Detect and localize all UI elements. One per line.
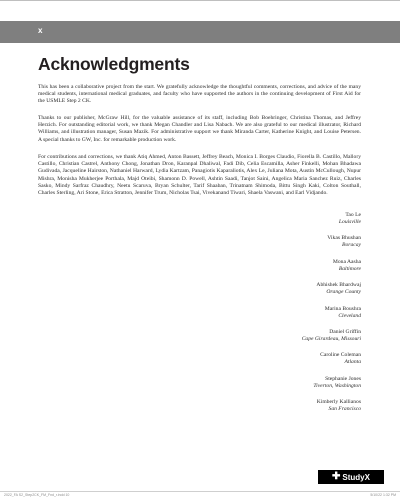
- signature-location: Louisville: [338, 219, 361, 226]
- bottom-rule: [0, 491, 400, 492]
- header-band: [0, 21, 400, 43]
- signature-item: [201, 212, 361, 226]
- signature-item: [201, 329, 361, 343]
- signature-name: Kimberly Kallianos: [316, 399, 361, 405]
- signature-item: [201, 306, 361, 320]
- signature-item: [201, 282, 361, 296]
- page-title: Acknowledgments: [38, 54, 190, 74]
- signature-location: Cleveland: [338, 312, 361, 319]
- signature-name: Daniel Griffin: [329, 328, 361, 335]
- signature-item: [201, 352, 361, 366]
- signature-name: Marina Boushra: [324, 305, 361, 312]
- signature-location: Orange County: [326, 289, 361, 296]
- signature-name: Stephanie Jones: [325, 375, 361, 382]
- plus-icon: ✚: [332, 471, 341, 482]
- watermark-label: StudyX: [342, 472, 370, 482]
- paragraph-publisher: Thanks to our publisher, McGraw Hill, for the valuable assistance of its staff, including Bob Boehringer, Christina Thomas, and Jeffrey Herzich. For outstanding editorial work, we thank Megan Chandler and Lisa Nabach. We are also grateful to our medical illustrator, Richard Williams, and illustration manager, Susan Mazik. For administrative support we thank Miranda Carter, Katherine Knight, and Louise Petersen. A special thanks to GW, Inc. for remarkable production work.: [38, 115, 361, 143]
- paragraph-intro: This has been a collaborative project from the start. We gratefully acknowledge the thoughtful comments, corrections, and advice of the many medical students, international medical graduates, and faculty who have supported the authors in the continuing development of First Aid for the USMLE Step 2 CK.: [38, 84, 361, 105]
- footer-file-info: 2022_FA S2_Step2CK_FM_Fnd_r.indd 10: [4, 493, 70, 497]
- signature-location: Boracay: [342, 242, 361, 249]
- paragraph-contributors: For contributions and corrections, we thank Atiq Ahmed, Anton Bassett, Jeffrey Beach, Monica I. Borges Claudio, Fiorella B. Castillo, Mallory Castillo, Christian Castrel, Anthony Chong, Jonathan Dron, Karanpal Dhaliwal, Fadi Dib, Celia Escamilla, Asher Finkelli, Mohan Bhadawa Gudivada, Jacqueline Hairston, Nathaniel Harward, Lydia Kartzam, Panagiotis Kaparaliotis, Alex Le, Juliana Mota, Austin McCullough, Nupur Mishra, Monisha Mukherjee Porthala, Majd Oteibi, Shamonn D. Powell, Ashtin Saadi, Tanjot Saini, Angelica Maria Sanchez Ruiz, Charles Sasko, Mindy Sarfraz Chaudhry, Neetu Scaruva, Bryan Schulter, Tarif Shaaban, Trinatnam Shimoda, Bittu Singh Kaki, Colton Southall, Charles Sterling, Ari Stone, Erica Stratton, Jennifer Trum, Nicholas Tsai, Vivekanand Tiwari, Shaela Vaswani, and Earl Vidjando.: [38, 154, 361, 197]
- signature-name: Vikas Bhushan: [327, 235, 361, 242]
- signature-item: [201, 259, 361, 273]
- signature-location: Baltimore: [338, 265, 361, 272]
- signature-location: Atlanta: [344, 359, 361, 366]
- page-number: x: [38, 26, 43, 35]
- top-rule: [0, 0, 400, 1]
- signature-location: San Francisco: [328, 406, 361, 413]
- signature-item: [201, 376, 361, 390]
- signature-name: Caroline Coleman: [320, 352, 361, 359]
- footer-timestamp: 5/10/22 1:32 PM: [370, 493, 396, 497]
- signature-name: Tao Le: [345, 212, 361, 218]
- signature-location: Tiverton, Washington: [313, 382, 361, 389]
- studyx-watermark: [318, 470, 384, 484]
- signature-list: [201, 212, 361, 422]
- signature-item: [201, 399, 361, 413]
- signature-location: Cape Girardeau, Missouri: [301, 335, 361, 342]
- signature-item: [201, 235, 361, 249]
- signature-name: Abhishek Bhardwaj: [316, 282, 361, 289]
- signature-name: Mona Aasha: [332, 258, 361, 265]
